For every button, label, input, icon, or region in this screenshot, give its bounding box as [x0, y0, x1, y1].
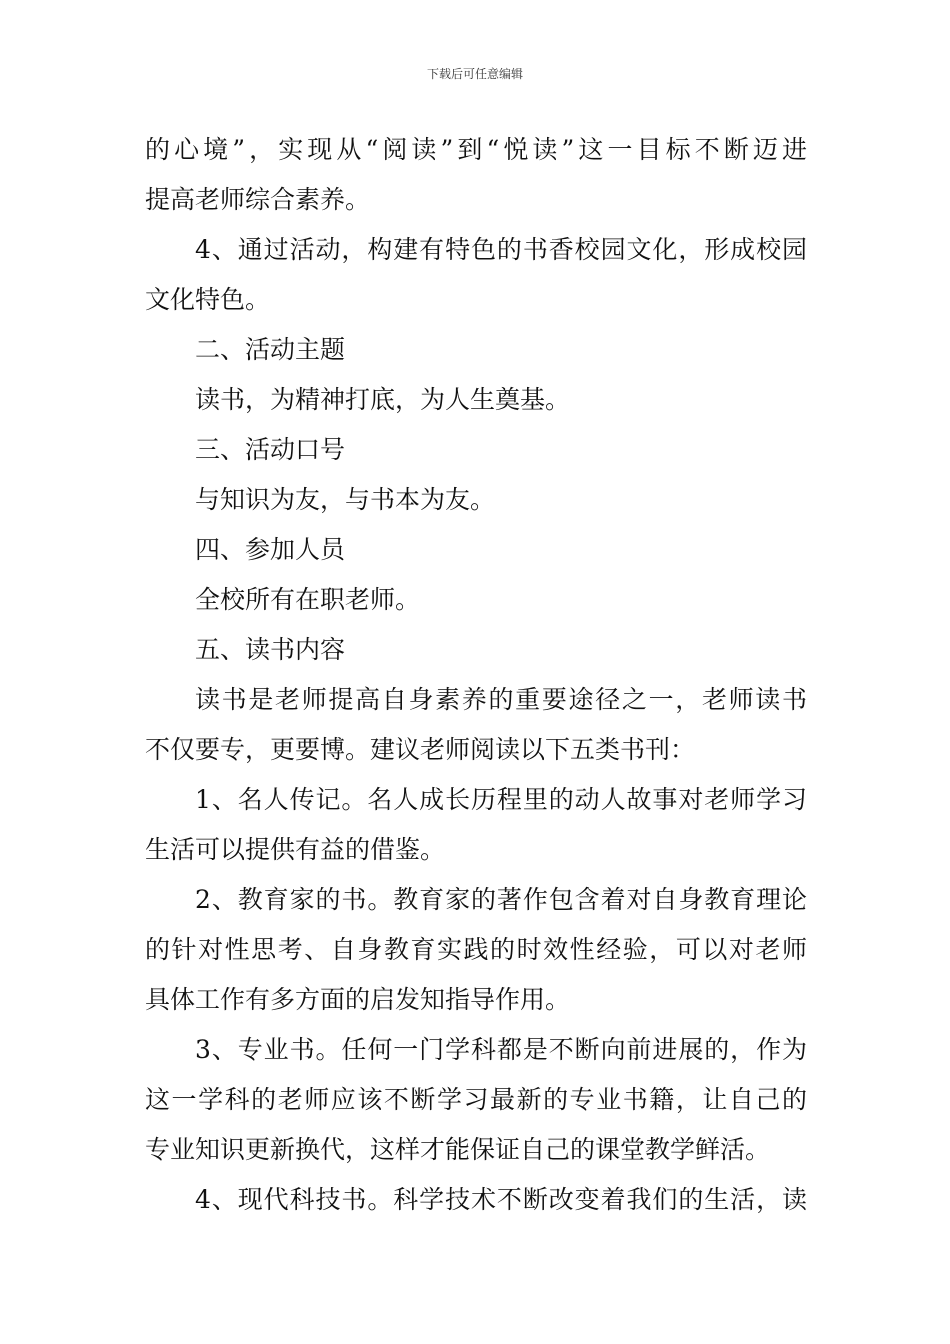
text-line: 3、专业书。任何一门学科都是不断向前进展的，作为	[195, 1035, 807, 1064]
text-line: 2、教育家的书。教育家的著作包含着对自身教育理论	[195, 885, 807, 914]
text-line: 文化特色。	[145, 285, 271, 314]
text-line: 的心境”，实现从“阅读”到“悦读”这一目标不断迈进	[145, 135, 807, 164]
section-heading: 四、参加人员	[195, 535, 346, 564]
text-line: 全校所有在职老师。	[195, 585, 421, 614]
text-line: 读书，为精神打底，为人生奠基。	[195, 385, 571, 414]
text-line: 1、名人传记。名人成长历程里的动人故事对老师学习	[195, 785, 807, 814]
page-header: 下载后可任意编辑	[426, 67, 523, 81]
section-heading: 二、活动主题	[195, 335, 346, 364]
text-line: 具体工作有多方面的启发知指导作用。	[145, 985, 571, 1014]
text-line: 生活可以提供有益的借鉴。	[145, 835, 446, 864]
document-body	[145, 125, 807, 1225]
text-line: 读书是老师提高自身素养的重要途径之一，老师读书	[195, 685, 807, 714]
text-line: 专业知识更新换代，这样才能保证自己的课堂教学鲜活。	[145, 1135, 771, 1164]
section-heading: 五、读书内容	[195, 635, 346, 664]
section-heading: 三、活动口号	[195, 435, 346, 464]
text-line: 4、现代科技书。科学技术不断改变着我们的生活，读	[195, 1185, 807, 1214]
text-line: 4、通过活动，构建有特色的书香校园文化，形成校园	[195, 235, 807, 264]
text-line: 的针对性思考、自身教育实践的时效性经验，可以对老师	[145, 935, 807, 964]
text-line: 这一学科的老师应该不断学习最新的专业书籍，让自己的	[145, 1085, 807, 1114]
text-line: 不仅要专，更要博。建议老师阅读以下五类书刊：	[145, 735, 696, 764]
text-line: 提高老师综合素养。	[145, 185, 371, 214]
text-line: 与知识为友，与书本为友。	[195, 485, 496, 514]
